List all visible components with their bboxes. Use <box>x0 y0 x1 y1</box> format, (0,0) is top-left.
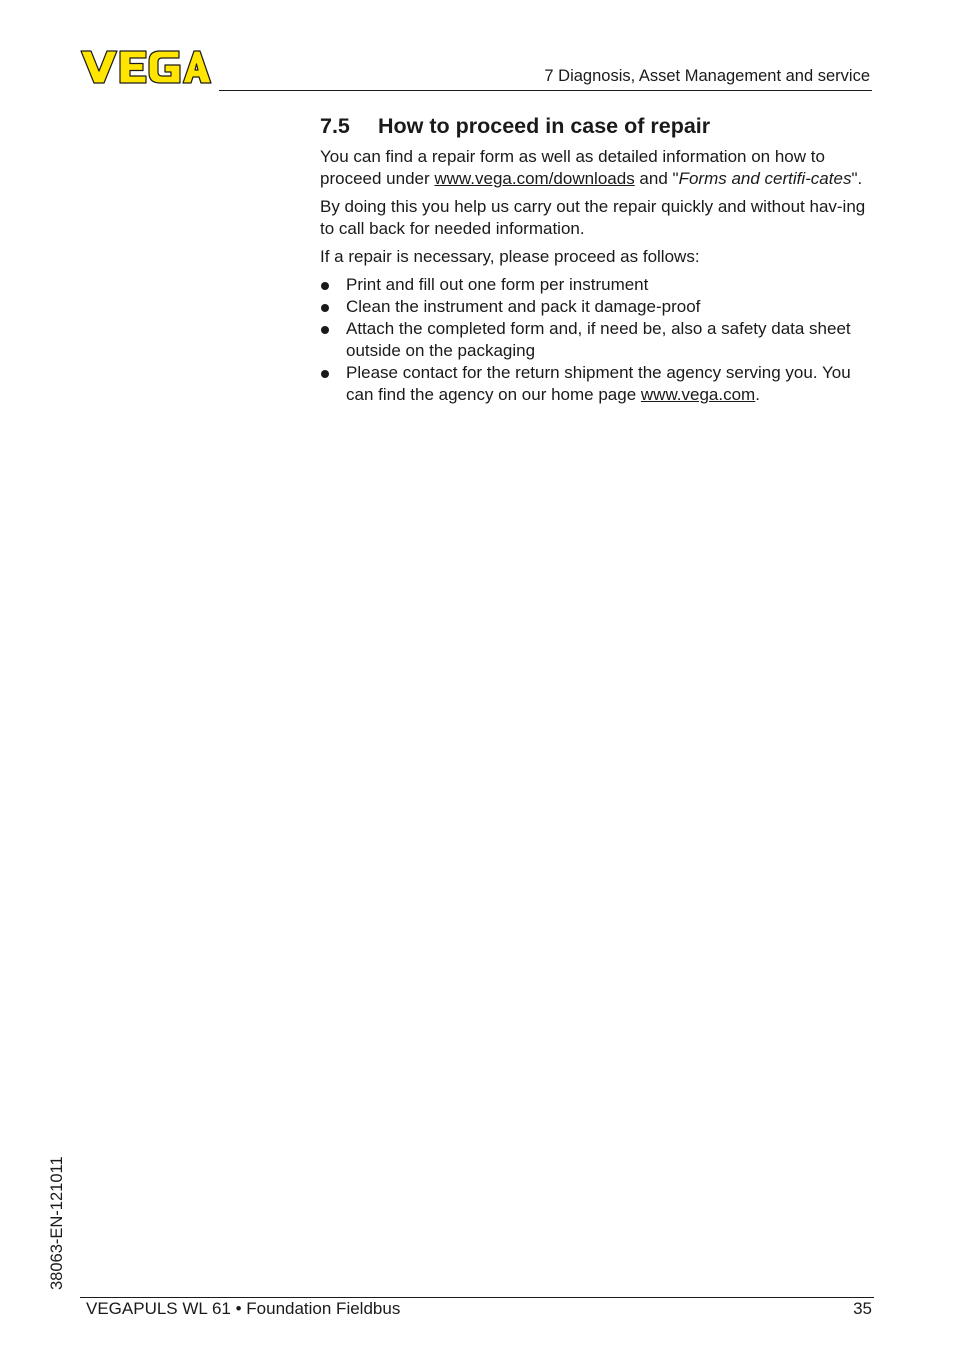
main-content <box>320 112 876 406</box>
section-heading <box>320 112 876 140</box>
chapter-header: 7 Diagnosis, Asset Management and service <box>544 67 870 85</box>
header-divider <box>219 90 872 91</box>
paragraph-benefit: By doing this you help us carry out the repair quickly and without hav-ing to call back for needed information. <box>320 197 866 238</box>
list-item-text: . <box>755 385 760 404</box>
page-number: 35 <box>853 1299 872 1318</box>
bullet-icon <box>321 304 329 312</box>
bullet-icon <box>321 326 329 334</box>
list-item <box>320 296 876 318</box>
paragraph-intro-steps: If a repair is necessary, please proceed as follows: <box>320 247 700 266</box>
list-item <box>320 274 876 296</box>
bullet-icon <box>321 282 329 290</box>
paragraph-text: You can find a repair form as well as detailed information on how to proceed under <box>320 147 825 188</box>
section-number: 7.5 <box>320 114 350 138</box>
paragraph-text: ". <box>851 169 863 188</box>
section-title: How to proceed in case of repair <box>378 114 711 138</box>
list-item-text: Clean the instrument and pack it damage-proof <box>346 297 701 316</box>
forms-certificates-text: Forms and certifi-cates <box>678 169 852 188</box>
bullet-icon <box>321 370 329 378</box>
paragraph-text: and " <box>634 169 679 188</box>
paragraph-repair-form <box>320 146 876 190</box>
list-item-text: Please contact for the return shipment the agency serving you. You can find the agency on our home page <box>346 363 851 404</box>
homepage-link[interactable]: www.vega.com <box>640 385 756 404</box>
list-item <box>320 318 876 362</box>
downloads-link[interactable]: www.vega.com/downloads <box>434 169 635 188</box>
vega-logo <box>80 50 212 84</box>
footer-product: VEGAPULS WL 61 • Foundation Fieldbus <box>86 1299 401 1318</box>
list-item-text: Attach the completed form and, if need be, also a safety data sheet outside on the packaging <box>346 319 851 360</box>
footer-divider <box>80 1297 874 1298</box>
list-item <box>320 362 876 406</box>
list-item-text: Print and fill out one form per instrument <box>346 275 649 294</box>
document-code: 38063-EN-121011 <box>48 1156 66 1290</box>
repair-steps-list <box>320 274 876 406</box>
